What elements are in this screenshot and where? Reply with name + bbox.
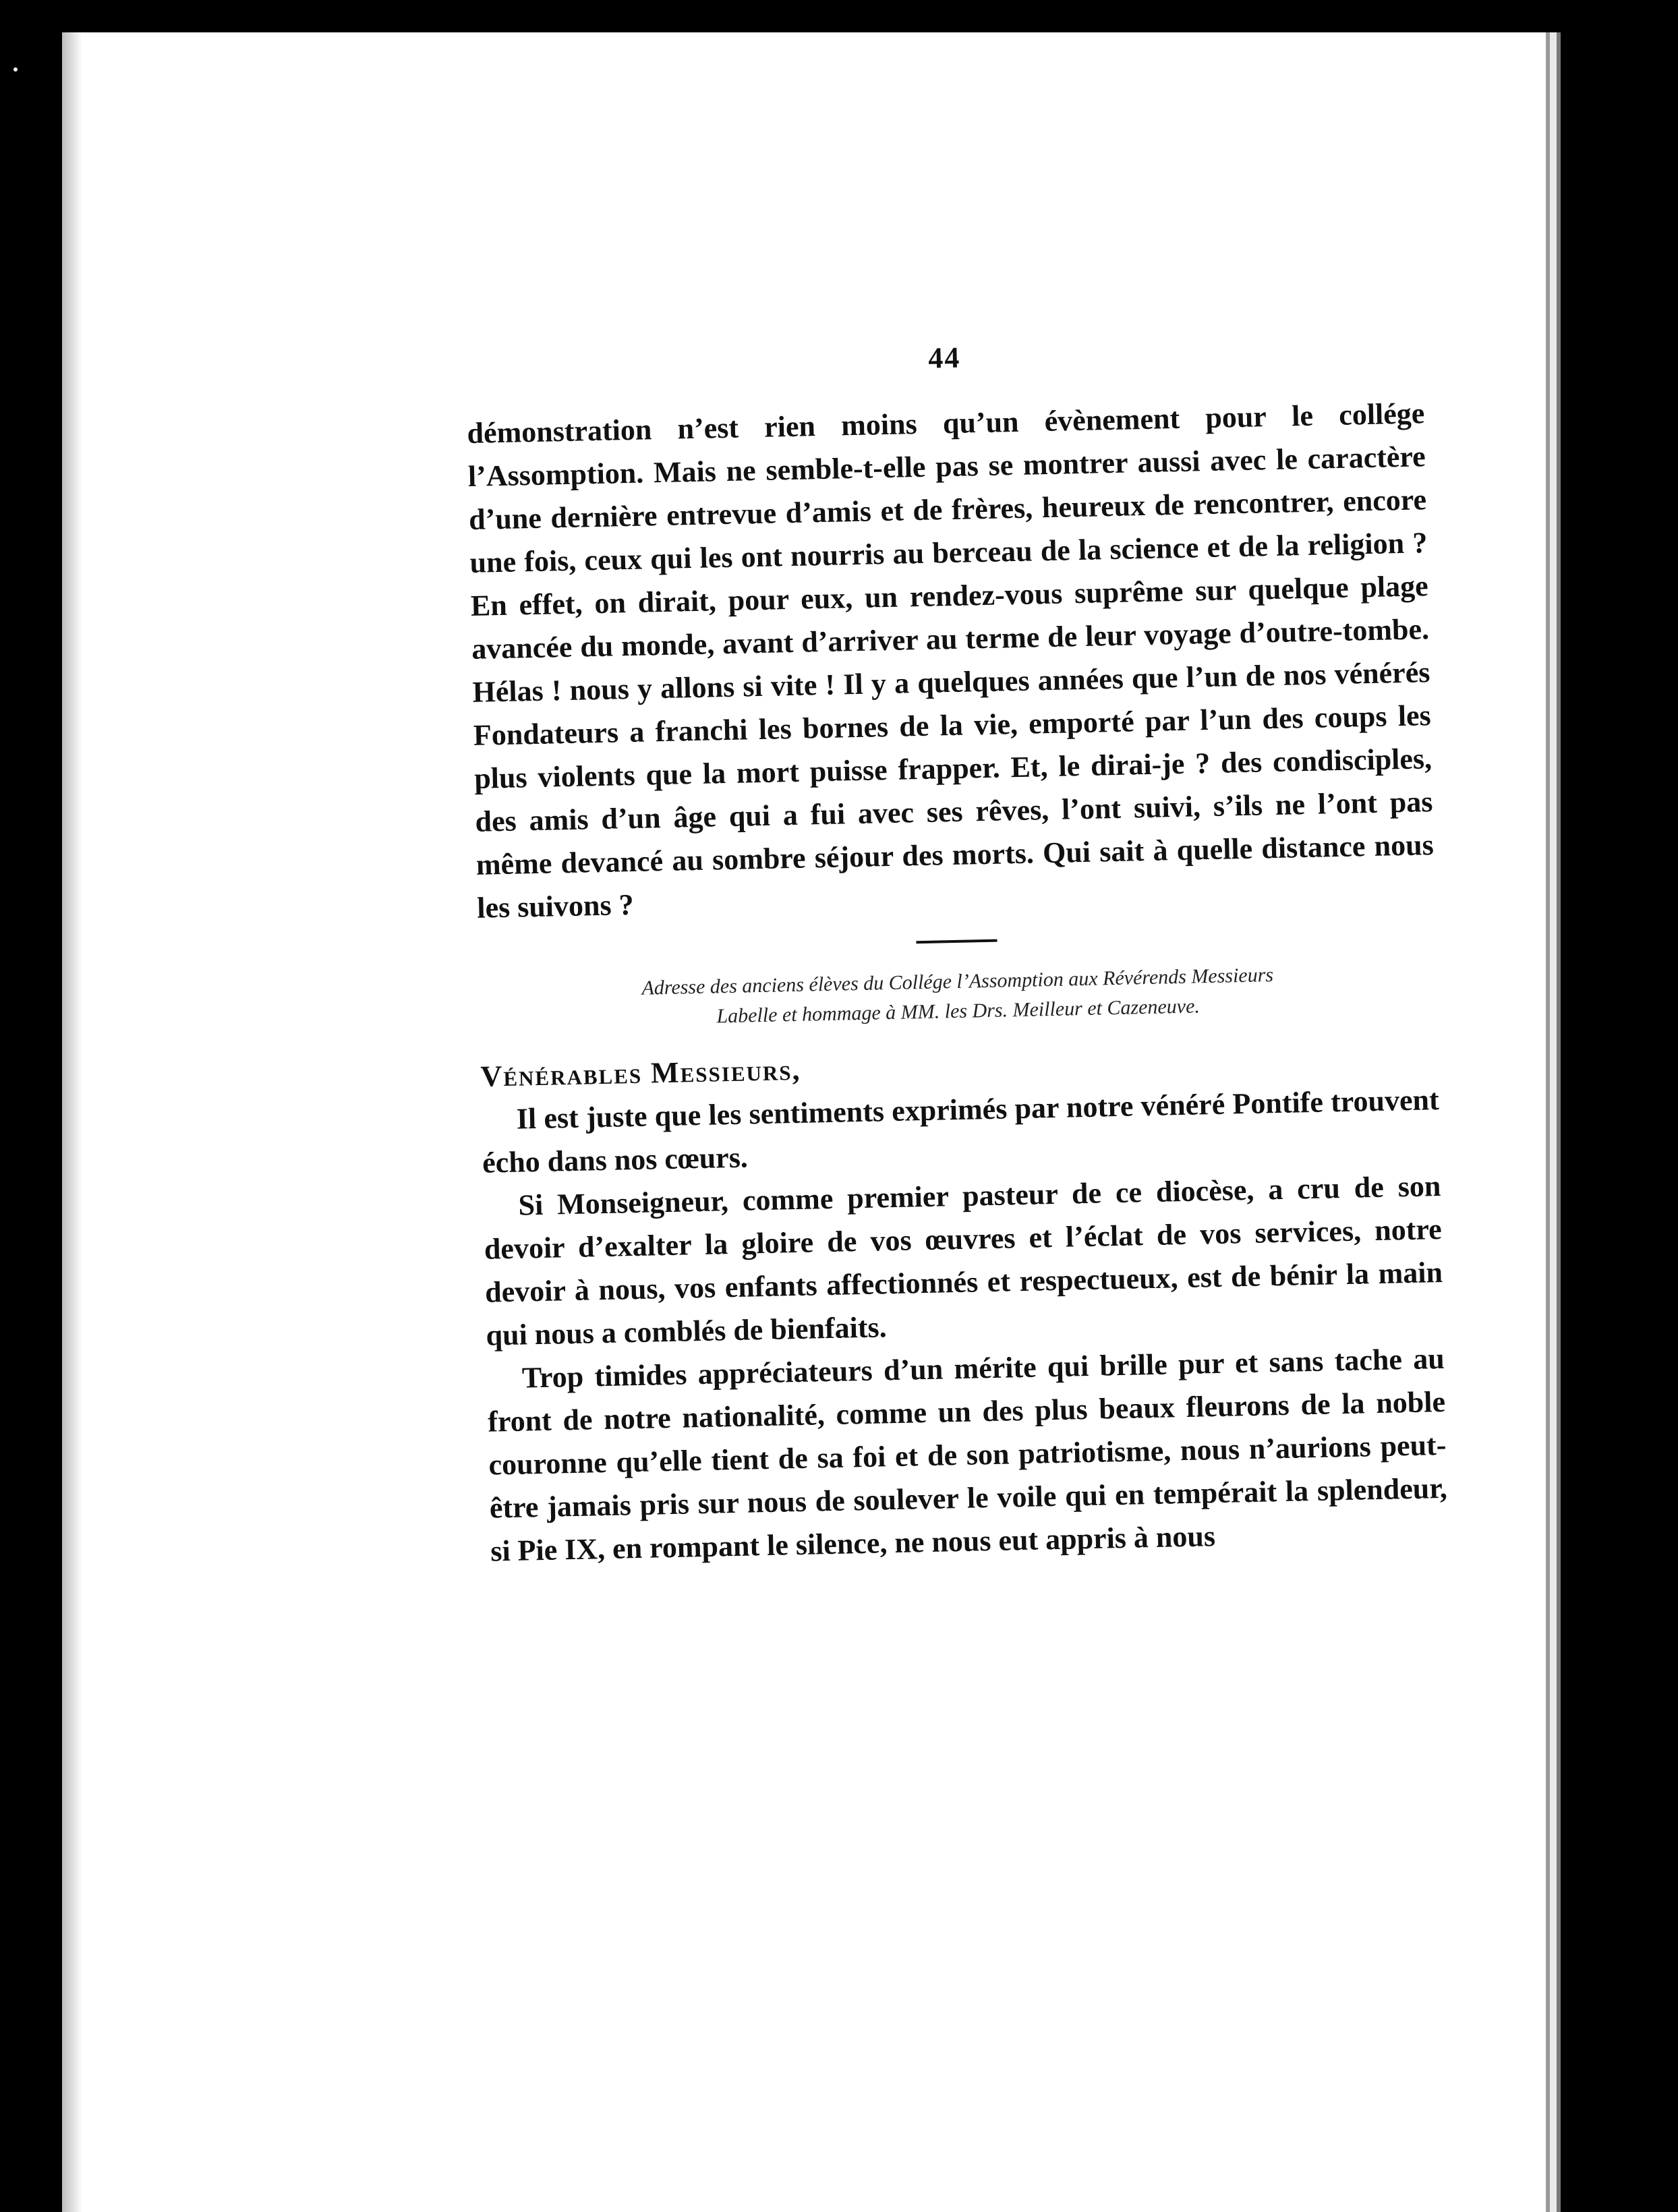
salutation: Vénérables Messieurs, [480, 1053, 801, 1093]
scan-speck [13, 67, 18, 71]
section-heading [478, 957, 1437, 1037]
page-gutter-shadow [62, 32, 82, 2212]
paragraph: Il est juste que les sentiments exprimés par notre vénéré Pontife trouvent écho dans nos cœurs. [482, 1083, 1440, 1180]
paragraph: Si Monseigneur, comme premier pasteur de ce diocèse, a cru de son devoir d’exalter la gloire de vos œuvres et l’éclat de vos services, notre devoir à nous, vos enfants affectionnés et respectueux, est de bénir la main qui nous a comblés de bienfaits. [484, 1169, 1443, 1352]
paragraph: démonstration n’est rien moins qu’un évènement pour le collége l’Assomption. Mais ne semble-t-elle pas se montrer aussi avec le caractère d’une dernière entrevue d’amis et de frères, heureux de rencontrer, encore une fois, ceux qui les ont nourris au berceau de la science et de la religion ? En effet, on dirait, pour eux, un rendez-vous suprême sur quelque plage avancée du monde, avant d’arriver au terme de leur voyage d’outre-tombe. Hélas ! nous y allons si vite ! Il y a quelques années que l’un de nos vénérés Fondateurs a franchi les bornes de la vie, emporté par l’un des coups les plus violents que la mort puisse frapper. Et, le dirai-je ? des condisciples, des amis d’un âge qui a fui avec ses rêves, l’ont suivi, s’ils ne l’ont pas même devancé au sombre séjour des morts. Qui sait à quelle distance nous les suivons ? [467, 397, 1435, 925]
page-edge [1557, 32, 1561, 2212]
section-heading-line: Adresse des anciens élèves du Collége l’Assomption aux Révérends Messieurs [641, 964, 1274, 999]
paragraph: Trop timides appréciateurs d’un mérite qui brille pur et sans tache au front de notre nationalité, comme un des plus beaux fleurons de la noble couronne qu’elle tient de sa foi et de son patriotisme, nous n’aurions peut-être jamais pris sur nous de soulever le voile qui en tempérait la splendeur, si Pie IX, en rompant le silence, ne nous eut appris à nous [487, 1341, 1448, 1568]
page-number: 44 [927, 341, 961, 375]
section-heading-line: Labelle et hommage à MM. les Drs. Meilleur et Cazeneuve. [716, 995, 1200, 1028]
page-text-block [465, 330, 1449, 1573]
page-edge [1550, 32, 1557, 2212]
section-divider [916, 939, 997, 944]
